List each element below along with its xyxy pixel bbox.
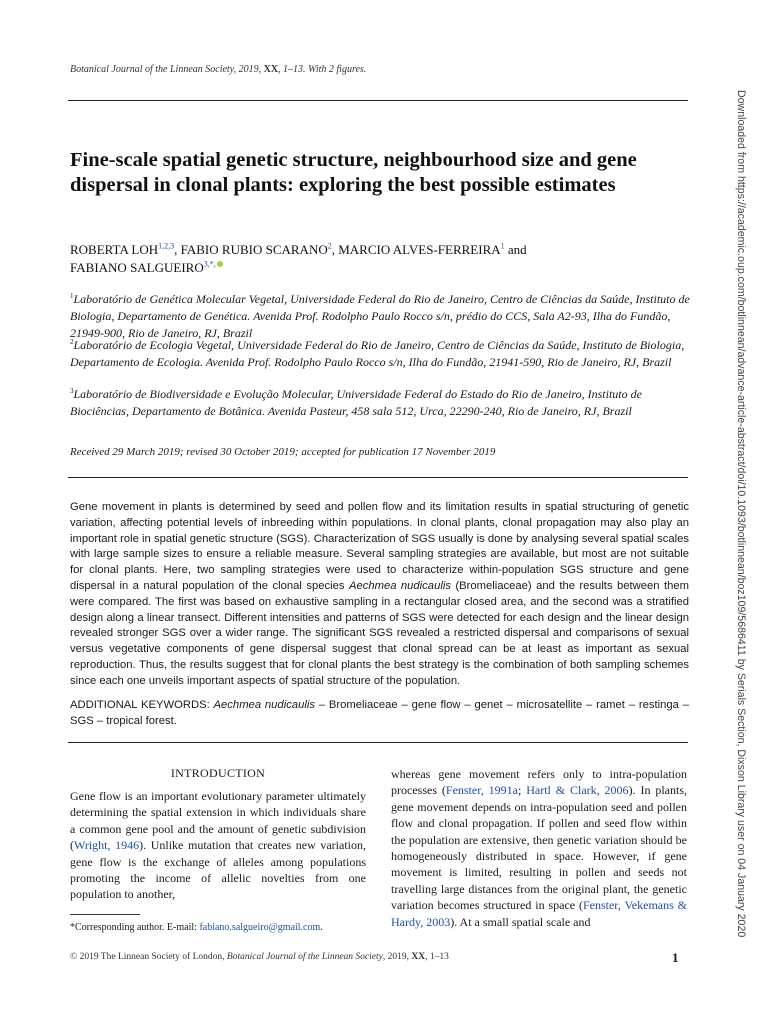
affiliation-number: 2 <box>70 338 74 346</box>
affiliation-text: Laboratório de Biodiversidade e Evolução Molecular, Universidade Federal do Estado do Rio de Janeiro, Instituto de Biociências, Departamento de Botânica. Avenida Pasteur, 458 sala 512, Urca, 22290-240, Rio de Janeiro, RJ, Brazil <box>70 387 642 418</box>
email-link[interactable]: fabiano.salgueiro@gmail.com <box>199 922 321 933</box>
body-column-2 <box>391 766 687 930</box>
body-text: whereas gene movement refers only to intra-population processes ( <box>391 767 687 798</box>
author-list <box>70 241 685 277</box>
header-volume: XX <box>263 64 279 75</box>
orcid-icon[interactable] <box>217 261 223 267</box>
author-name: , FABIO RUBIO SCARANO <box>174 242 328 257</box>
running-header <box>70 64 366 75</box>
citation-link[interactable]: Wright, 1946 <box>74 838 140 853</box>
body-column-1 <box>70 788 366 903</box>
citation-separator: ; <box>517 783 527 798</box>
affiliation-number: 1 <box>70 292 74 300</box>
author-and: and <box>504 242 527 257</box>
received-dates: Received 29 March 2019; revised 30 October 2019; accepted for publication 17 November 2019 <box>70 446 496 458</box>
author-name: FABIANO SALGUEIRO <box>70 260 204 275</box>
author-affil-link[interactable]: 3,*, <box>203 259 216 269</box>
abstract-top-rule <box>68 477 688 478</box>
copyright-text: , 2019, <box>382 952 412 962</box>
author-affil-link[interactable]: 2 <box>327 241 332 251</box>
keywords-label: ADDITIONAL KEYWORDS: <box>70 699 214 711</box>
abstract-bottom-rule <box>68 742 688 743</box>
body-text: ). At a small spatial scale and <box>450 914 591 929</box>
species-name: Aechmea nudicaulis <box>348 579 451 592</box>
keywords-list: – Bromeliaceae – gene flow – genet – microsatellite – ramet – restinga – SGS – tropical forest. <box>70 699 689 727</box>
download-watermark-text: Downloaded from https://academic.oup.com/botlinnean/advance-article-abstract/doi/10.1093/botlinnean/boz109/5686411 by Serials Section, Dixson Library user on 04 January 2020 <box>735 90 747 938</box>
body-text: ). In plants, gene movement depends on intra-population seed and pollen flow and clonal propagation. If pollen and seed flow within the population are extensive, then genetic variation should be homogeneously distributed in space. However, if gene movement is limited, resulting in pollen and seeds not travelling large distances from the original plant, the genetic variation becomes structured in space ( <box>391 783 688 913</box>
section-heading-introduction: INTRODUCTION <box>170 766 266 780</box>
page-number: 1 <box>672 950 679 965</box>
corresponding-author-footnote <box>70 922 323 933</box>
keywords <box>70 698 689 730</box>
footnote-label: *Corresponding author. E-mail: <box>70 922 200 933</box>
keyword-species: Aechmea nudicaulis <box>213 699 315 711</box>
affiliation-3 <box>70 383 690 420</box>
footnote-end: . <box>320 922 323 933</box>
author-affil-link[interactable]: 1 <box>500 241 505 251</box>
affiliation-2 <box>70 334 690 371</box>
abstract-text: Gene movement in plants is determined by seed and pollen flow and its limitation results in spatial structuring of genetic variation, affecting potential levels of inbreeding within populations. In clonal plants, clonal propagation may also play an important role in spatial genetic structure (SGS). Characterization of SGS usually is done by analysing several spatial scales with large sample sizes to ensure a reliable measure. Several sampling strategies are available, but most are not suitable for clonal plants. Here, two sampling strategies were used to characterize within-population SGS structure and gene dispersal in a natural population of the clonal species <box>70 501 689 592</box>
affiliation-text: Laboratório de Genética Molecular Vegetal, Universidade Federal do Rio de Janeiro, Centro de Ciências da Saúde, Instituto de Biologia, Departamento de Genética. Avenida Prof. Rodolpho Paulo Rocco s/n, prédio do CCS, Sala A2-93, Ilha do Fundão, 21949-900, Rio de Janeiro, RJ, Brazil <box>70 292 690 340</box>
download-watermark <box>735 90 751 938</box>
author-name: ROBERTA LOH <box>70 242 159 257</box>
abstract-text: (Bromeliaceae) and the results between them were compared. The first was based on exhaustive sampling in a rectangular closed area, and the second was a stratified design along a linear transect. Different intensities and patterns of SGS were detected for each design and the linear design revealed stronger SGS over a wider range. The significant SGS revealed a restricted dispersal and comparisons of sexual versus vegetative components of gene dispersal suggest that clonal spread can be at least as important as sexual reproduction. Thus, the results suggest that for clonal plants the best strategy is the combination of both sampling schemes since each one unveils important aspects of spatial structure of the population. <box>70 579 690 687</box>
header-year: , 2019, <box>233 64 264 75</box>
abstract <box>70 500 689 690</box>
author-name: , MARCIO ALVES-FERREIRA <box>331 242 501 257</box>
journal-name: Botanical Journal of the Linnean Society <box>70 64 234 75</box>
citation-link[interactable]: Fenster, Vekemans & Hardy, 2003 <box>391 898 687 929</box>
citation-link[interactable]: Fenster, 1991a <box>445 783 518 798</box>
copyright-footer <box>70 952 449 962</box>
article-title: Fine-scale spatial genetic structure, neighbourhood size and gene dispersal in clonal plants: exploring the best possible estimates <box>70 149 637 196</box>
footnote-rule <box>70 914 140 915</box>
footer-volume: XX <box>411 952 426 962</box>
copyright-text: © 2019 The Linnean Society of London, <box>70 952 227 962</box>
body-text: ). Unlike mutation that creates new variation, gene flow is the exchange of alleles among populations promoting the income of allelic novelties from one population to another, <box>70 838 367 902</box>
affiliation-number: 3 <box>70 387 74 395</box>
header-pages: , 1–13. With 2 figures. <box>278 64 367 75</box>
header-rule <box>68 100 688 101</box>
affiliation-text: Laboratório de Ecologia Vegetal, Universidade Federal do Rio de Janeiro, Centro de Ciências da Saúde, Instituto de Biologia, Departamento de Ecologia. Avenida Prof. Rodolpho Paulo Rocco s/n, Ilha do Fundão, 21941-590, Rio de Janeiro, RJ, Brazil <box>70 338 685 369</box>
body-text: Gene flow is an important evolutionary parameter ultimately determining the spatial extension in which individuals share a common gene pool and the amount of genetic subdivision ( <box>70 789 366 853</box>
author-affil-link[interactable]: 1,2,3 <box>158 241 175 251</box>
footer-journal-name: Botanical Journal of the Linnean Society <box>226 952 383 962</box>
copyright-text: , 1–13 <box>425 952 449 962</box>
citation-link[interactable]: Hartl & Clark, 2006 <box>526 783 629 798</box>
